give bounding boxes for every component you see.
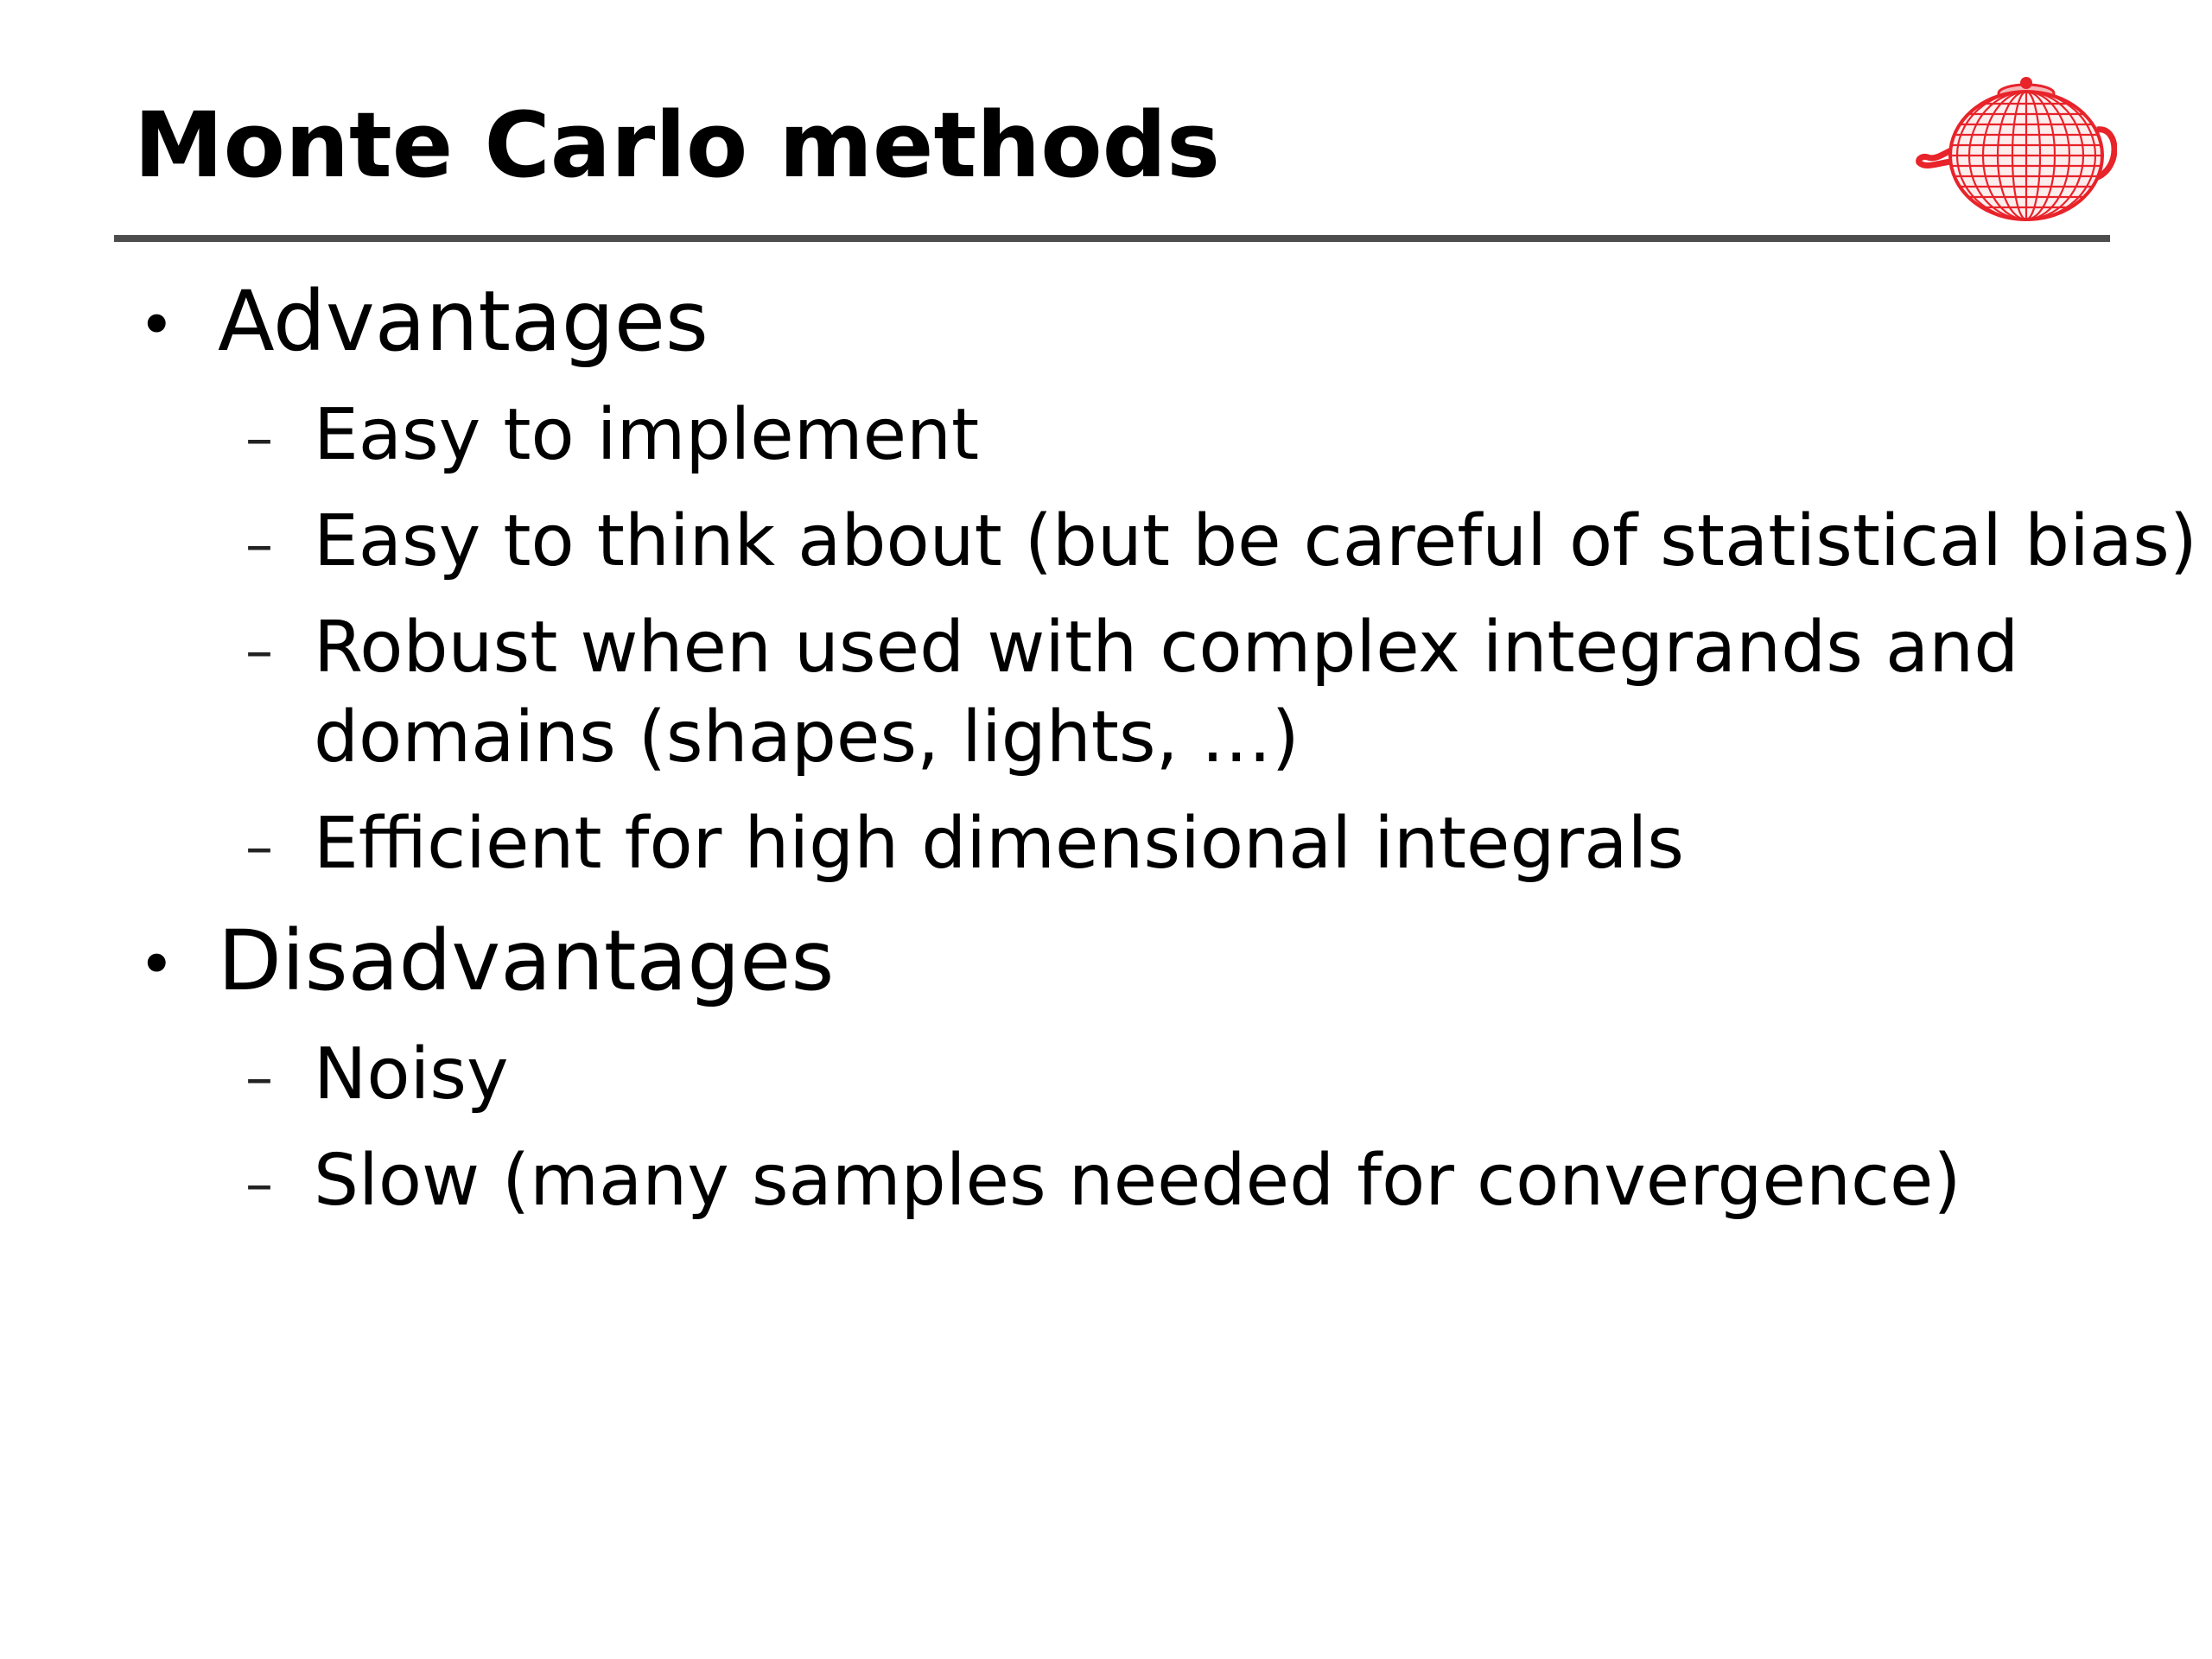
dash-marker: – xyxy=(245,1153,273,1217)
dash-marker: – xyxy=(245,816,273,880)
advantage-item: Efficient for high dimensional integrals xyxy=(314,803,1684,885)
dash-marker: – xyxy=(245,620,273,683)
bullet-marker: • xyxy=(138,289,175,361)
dash-marker: – xyxy=(245,407,273,471)
bullet-marker: • xyxy=(138,928,175,1001)
section-heading-disadvantages: Disadvantages xyxy=(218,912,835,1009)
advantage-item: Easy to implement xyxy=(314,394,980,476)
section-heading-advantages: Advantages xyxy=(218,273,709,370)
teapot-wireframe-icon xyxy=(1914,59,2117,232)
advantage-item: Robust when used with complex integrands and xyxy=(314,607,2019,689)
dash-marker: – xyxy=(245,1046,273,1110)
title-divider xyxy=(114,235,2110,242)
advantage-item: Easy to think about (but be careful of statistical bias) xyxy=(314,500,2197,582)
disadvantage-item: Slow (many samples needed for convergence) xyxy=(314,1140,1961,1222)
disadvantage-item: Noisy xyxy=(314,1033,509,1116)
advantage-item-continuation: domains (shapes, lights, …) xyxy=(314,696,1300,779)
slide-title: Monte Carlo methods xyxy=(134,92,1220,198)
dash-marker: – xyxy=(245,513,273,577)
